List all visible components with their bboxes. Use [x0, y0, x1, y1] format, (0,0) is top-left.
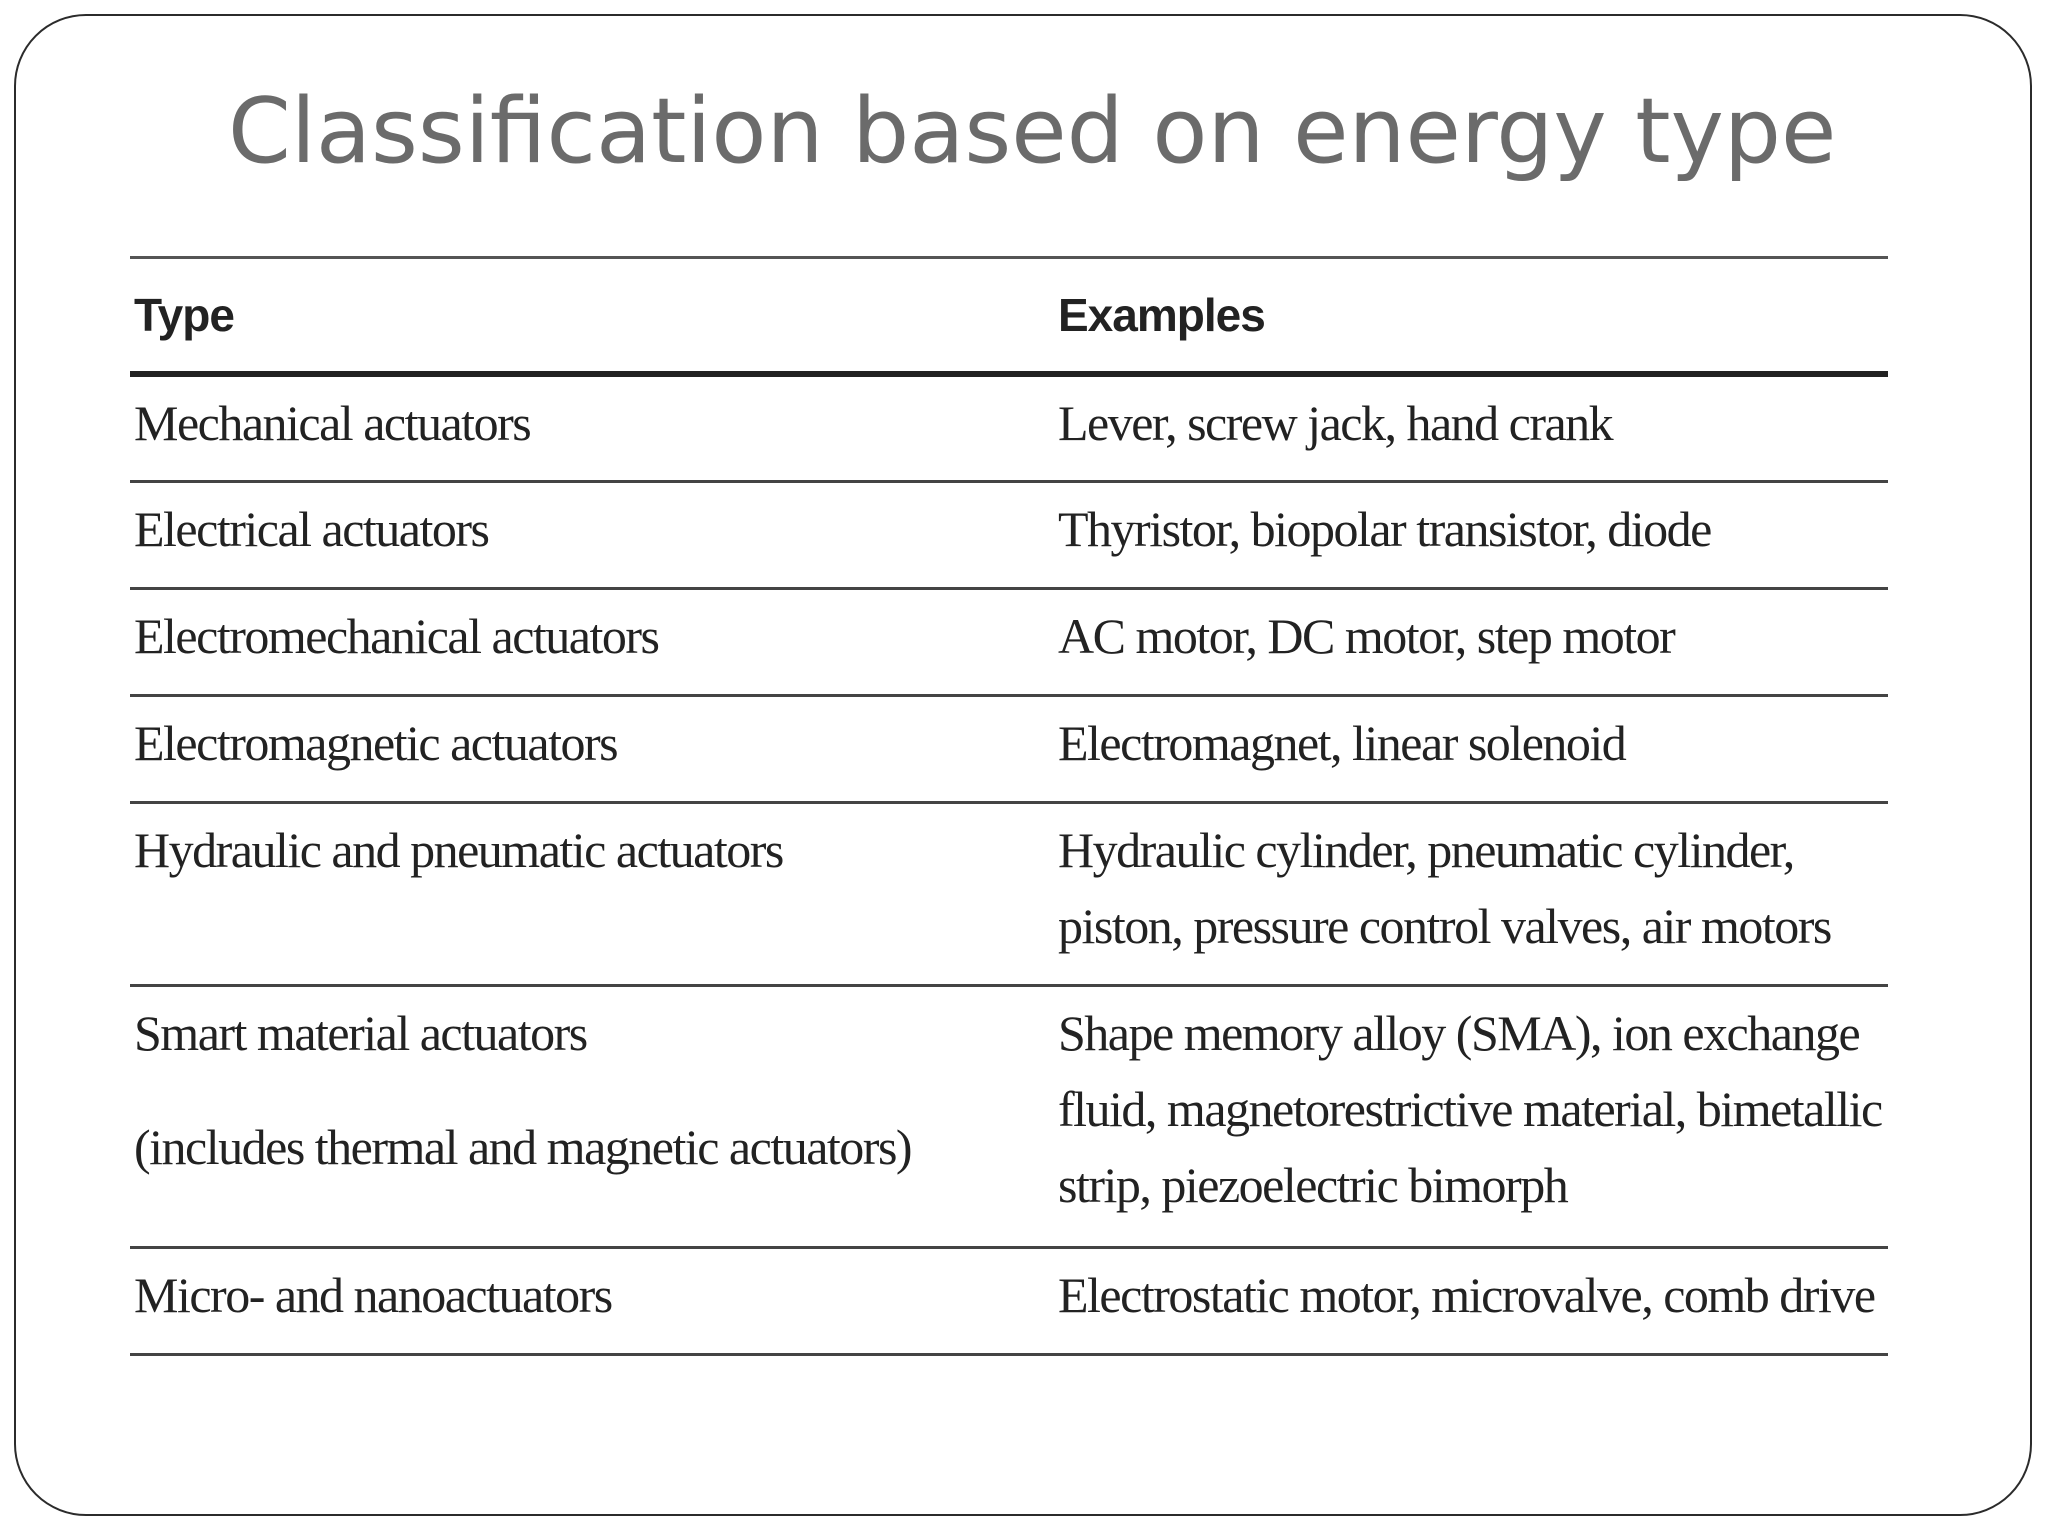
type-cell: [130, 374, 1054, 481]
examples-cell: [1054, 481, 1888, 588]
examples-text: Thyristor, biopolar transistor, diode: [1058, 500, 1711, 557]
type-text: Hydraulic and pneumatic actuators: [134, 821, 783, 878]
examples-text: AC motor, DC motor, step motor: [1058, 607, 1675, 664]
type-cell: [130, 1247, 1054, 1354]
type-cell: [130, 695, 1054, 802]
column-header-examples: Examples: [1054, 258, 1888, 375]
type-cell: [130, 588, 1054, 695]
examples-text-line-3: strip, piezoelectric bimorph: [1058, 1156, 1568, 1213]
table-row: [130, 802, 1888, 985]
type-text: Mechanical actuators: [134, 395, 531, 451]
examples-cell: [1054, 1247, 1888, 1354]
examples-text: Electromagnet, linear solenoid: [1058, 714, 1626, 771]
table-row: [130, 374, 1888, 481]
type-cell: [130, 481, 1054, 588]
type-text: Electrical actuators: [134, 500, 489, 557]
type-note-text: (includes thermal and magnetic actuators): [134, 1118, 912, 1175]
examples-cell: [1054, 695, 1888, 802]
type-text: Micro- and nanoactuators: [134, 1266, 612, 1323]
table-header-row: [130, 258, 1888, 375]
type-cell: [130, 802, 1054, 985]
examples-text-line-2: fluid, magnetorestrictive material, bimetallic: [1058, 1080, 1882, 1137]
slide-frame: [14, 14, 2032, 1516]
table-container: [130, 256, 1888, 1356]
examples-cell: [1054, 802, 1888, 985]
type-cell: [130, 985, 1054, 1247]
table-row: [130, 695, 1888, 802]
slide-title: Classification based on energy type: [228, 79, 1837, 184]
examples-text-line-1: Hydraulic cylinder, pneumatic cylinder,: [1058, 821, 1794, 878]
type-text: Electromagnetic actuators: [134, 714, 618, 771]
column-header-type: Type: [130, 258, 1054, 375]
table-row: [130, 588, 1888, 695]
examples-text: Lever, screw jack, hand crank: [1058, 395, 1613, 451]
table-row: [130, 1247, 1888, 1354]
examples-text-line-1: Shape memory alloy (SMA), ion exchange: [1058, 1004, 1860, 1061]
examples-text-line-2: piston, pressure control valves, air motors: [1058, 897, 1831, 954]
type-text: Smart material actuators: [134, 1004, 587, 1061]
examples-cell: [1054, 374, 1888, 481]
table-row: [130, 481, 1888, 588]
table-row: [130, 985, 1888, 1247]
actuator-classification-table: [130, 256, 1888, 1356]
examples-cell: [1054, 985, 1888, 1247]
examples-text: Electrostatic motor, microvalve, comb drive: [1058, 1266, 1875, 1323]
type-text: Electromechanical actuators: [134, 607, 659, 664]
examples-cell: [1054, 588, 1888, 695]
